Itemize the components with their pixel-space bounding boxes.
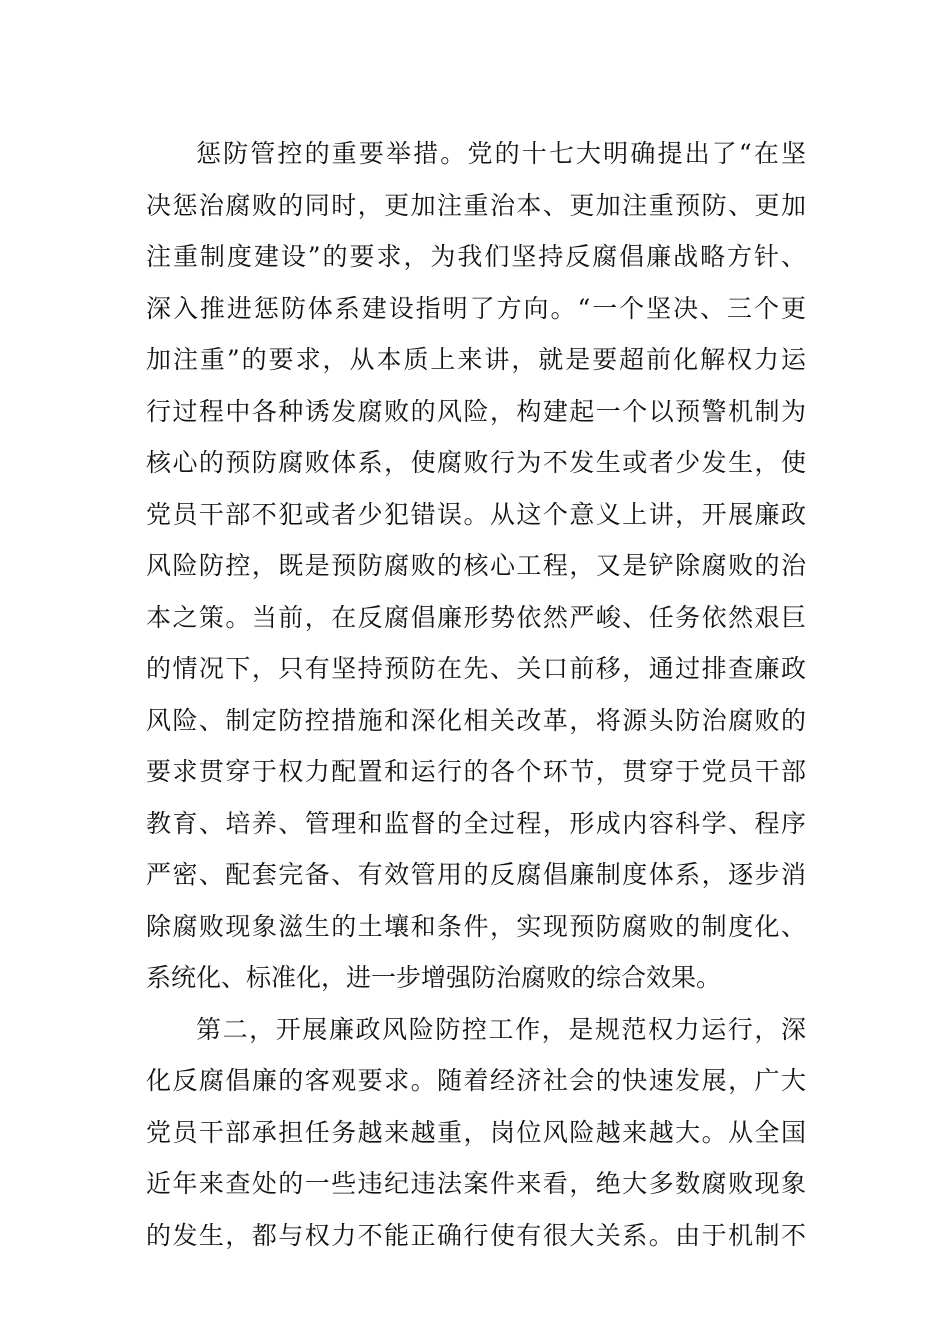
- text-line: 要求贯穿于权力配置和运行的各个环节，贯穿于党员干部: [146, 757, 806, 786]
- text-line: 决惩治腐败的同时，更加注重治本、更加注重预防、更加: [146, 190, 806, 220]
- text-line: 的情况下，只有坚持预防在先、关口前移，通过排查廉政: [146, 654, 806, 683]
- text-line: 风险、制定防控措施和深化相关改革，将源头防治腐败的: [146, 705, 806, 735]
- text-line: 教育、培养、管理和监督的全过程，形成内容科学、程序: [146, 808, 806, 838]
- text-line: 惩防管控的重要举措。党的十七大明确提出了“在坚: [196, 139, 806, 168]
- text-line: 行过程中各种诱发腐败的风险，构建起一个以预警机制为: [146, 396, 806, 426]
- text-line: 风险防控，既是预防腐败的核心工程，又是铲除腐败的治: [146, 551, 806, 580]
- text-line: 系统化、标准化，进一步增强防治腐败的综合效果。: [146, 963, 722, 992]
- text-line: 近年来查处的一些违纪违法案件来看，绝大多数腐败现象: [146, 1169, 806, 1198]
- text-line: 党员干部承担任务越来越重，岗位风险越来越大。从全国: [146, 1117, 806, 1147]
- document-body: [146, 128, 806, 1261]
- text-line: 注重制度建设”的要求，为我们坚持反腐倡廉战略方针、: [146, 242, 806, 271]
- text-line: 严密、配套完备、有效管用的反腐倡廉制度体系，逐步消: [146, 860, 806, 889]
- text-line: 加注重”的要求，从本质上来讲，就是要超前化解权力运: [146, 345, 806, 374]
- text-line: 除腐败现象滋生的土壤和条件，实现预防腐败的制度化、: [146, 911, 806, 941]
- text-line: 第二，开展廉政风险防控工作，是规范权力运行，深: [196, 1014, 806, 1044]
- text-line: 党员干部不犯或者少犯错误。从这个意义上讲，开展廉政: [146, 499, 806, 529]
- text-line: 深入推进惩防体系建设指明了方向。“一个坚决、三个更: [146, 293, 806, 323]
- text-line: 本之策。当前，在反腐倡廉形势依然严峻、任务依然艰巨: [146, 602, 806, 632]
- text-line: 化反腐倡廉的客观要求。随着经济社会的快速发展，广大: [146, 1066, 806, 1095]
- text-line: 的发生，都与权力不能正确行使有很大关系。由于机制不: [146, 1220, 806, 1250]
- text-line: 核心的预防腐败体系，使腐败行为不发生或者少发生，使: [146, 448, 806, 477]
